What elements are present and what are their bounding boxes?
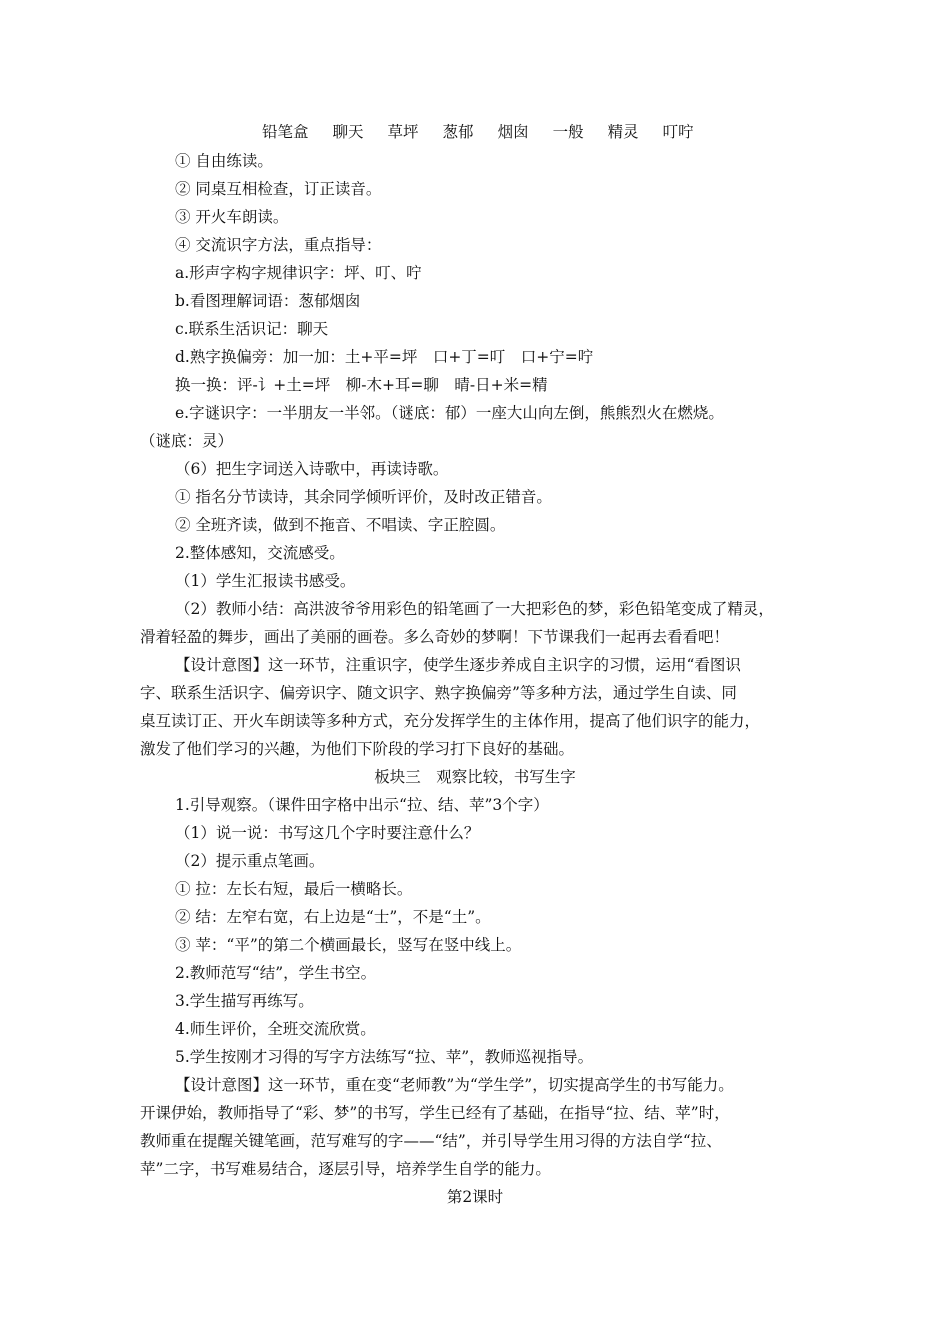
method-e-answer: （谜底：灵） bbox=[140, 432, 234, 450]
design-intent-1-line4: 激发了他们学习的兴趣，为他们下阶段的学习打下良好的基础。 bbox=[140, 740, 575, 758]
vocab-word: 烟囱 bbox=[497, 123, 529, 141]
step-method-exchange: ④ 交流识字方法，重点指导： bbox=[175, 236, 382, 254]
vocabulary-word-list bbox=[262, 122, 718, 142]
vocab-word: 叮咛 bbox=[662, 123, 694, 141]
step-say: （1）说一说：书写这几个字时要注意什么？ bbox=[175, 824, 480, 842]
method-d: d.熟字换偏旁：加一加：土+平=坪 口+丁=叮 口+宁=咛 bbox=[175, 348, 594, 366]
method-d-swap: 换一换：评-讠+土=坪 柳-木+耳=聊 晴-日+米=精 bbox=[175, 376, 548, 394]
step-report-feelings: （1）学生汇报读书感受。 bbox=[175, 572, 356, 590]
design-intent-2-line4: 苹”二字，书写难易结合，逐层引导，培养学生自学的能力。 bbox=[140, 1160, 551, 1178]
step-evaluation: 4.师生评价，全班交流欣赏。 bbox=[175, 1020, 376, 1038]
design-intent-1-line3: 桌互读订正、开火车朗读等多种方式，充分发挥学生的主体作用，提高了他们识字的能力， bbox=[140, 712, 761, 730]
step-free-reading: ① 自由练读。 bbox=[175, 152, 273, 170]
teacher-summary-line2: 滑着轻盈的舞步，画出了美丽的画卷。多么奇妙的梦啊！下节课我们一起再去看看吧！ bbox=[140, 628, 730, 646]
step-write-practice: 5.学生按刚才习得的写字方法练写“拉、苹”，教师巡视指导。 bbox=[175, 1048, 594, 1066]
vocab-word: 精灵 bbox=[607, 123, 639, 141]
section-heading-block-three: 板块三 观察比较，书写生字 bbox=[374, 768, 576, 786]
vocab-word: 聊天 bbox=[332, 123, 364, 141]
step-class-reading: ② 全班齐读，做到不拖音、不唱读、字正腔圆。 bbox=[175, 516, 506, 534]
step-teacher-demo: 2.教师范写“结”，学生书空。 bbox=[175, 964, 377, 982]
step-train-reading: ③ 开火车朗读。 bbox=[175, 208, 289, 226]
design-intent-1-line2: 字、联系生活识字、偏旁识字、随文识字、熟字换偏旁”等多种方法，通过学生自读、同 bbox=[140, 684, 737, 702]
design-intent-1-line1: 【设计意图】这一环节，注重识字，使学生逐步养成自主识字的习惯，运用“看图识 bbox=[175, 656, 741, 674]
method-a: a.形声字构字规律识字：坪、叮、咛 bbox=[175, 264, 422, 282]
stroke-la: ① 拉：左长右短，最后一横略长。 bbox=[175, 880, 413, 898]
vocab-word: 葱郁 bbox=[442, 123, 474, 141]
step-6-poem: （6）把生字词送入诗歌中，再读诗歌。 bbox=[175, 460, 449, 478]
design-intent-2-line1: 【设计意图】这一环节，重在变“老师教”为“学生学”，切实提高学生的书写能力。 bbox=[175, 1076, 734, 1094]
method-e: e.字谜识字：一半朋友一半邻。（谜底：郁）一座大山向左倒，熊熊烈火在燃烧。 bbox=[175, 404, 724, 422]
step-student-practice: 3.学生描写再练写。 bbox=[175, 992, 314, 1010]
vocab-word: 草坪 bbox=[387, 123, 419, 141]
stroke-ping: ③ 苹：“平”的第二个横画最长，竖写在竖中线上。 bbox=[175, 936, 522, 954]
design-intent-2-line3: 教师重在提醒关键笔画，范写难写的字——“结”，并引导学生用习得的方法自学“拉、 bbox=[140, 1132, 722, 1150]
design-intent-2-line2: 开课伊始，教师指导了“彩、梦”的书写，学生已经有了基础，在指导“拉、结、苹”时， bbox=[140, 1104, 730, 1122]
method-c: c.联系生活识记：聊天 bbox=[175, 320, 329, 338]
step-peer-check: ② 同桌互相检查，订正读音。 bbox=[175, 180, 382, 198]
lesson-2-heading: 第2课时 bbox=[446, 1188, 504, 1206]
vocab-word: 一般 bbox=[552, 123, 584, 141]
vocab-word: 铅笔盒 bbox=[262, 123, 309, 141]
teacher-summary-line1: （2）教师小结：高洪波爷爷用彩色的铅笔画了一大把彩色的梦，彩色铅笔变成了精灵， bbox=[175, 600, 774, 618]
step-guide-observe: 1.引导观察。（课件田字格中出示“拉、结、苹”3个字） bbox=[175, 796, 549, 814]
method-b: b.看图理解词语：葱郁烟囱 bbox=[175, 292, 361, 310]
stroke-jie: ② 结：左窄右宽，右上边是“士”，不是“土”。 bbox=[175, 908, 491, 926]
heading-overall-perception: 2.整体感知，交流感受。 bbox=[175, 544, 345, 562]
step-section-reading: ① 指名分节读诗，其余同学倾听评价，及时改正错音。 bbox=[175, 488, 552, 506]
step-key-strokes: （2）提示重点笔画。 bbox=[175, 852, 325, 870]
